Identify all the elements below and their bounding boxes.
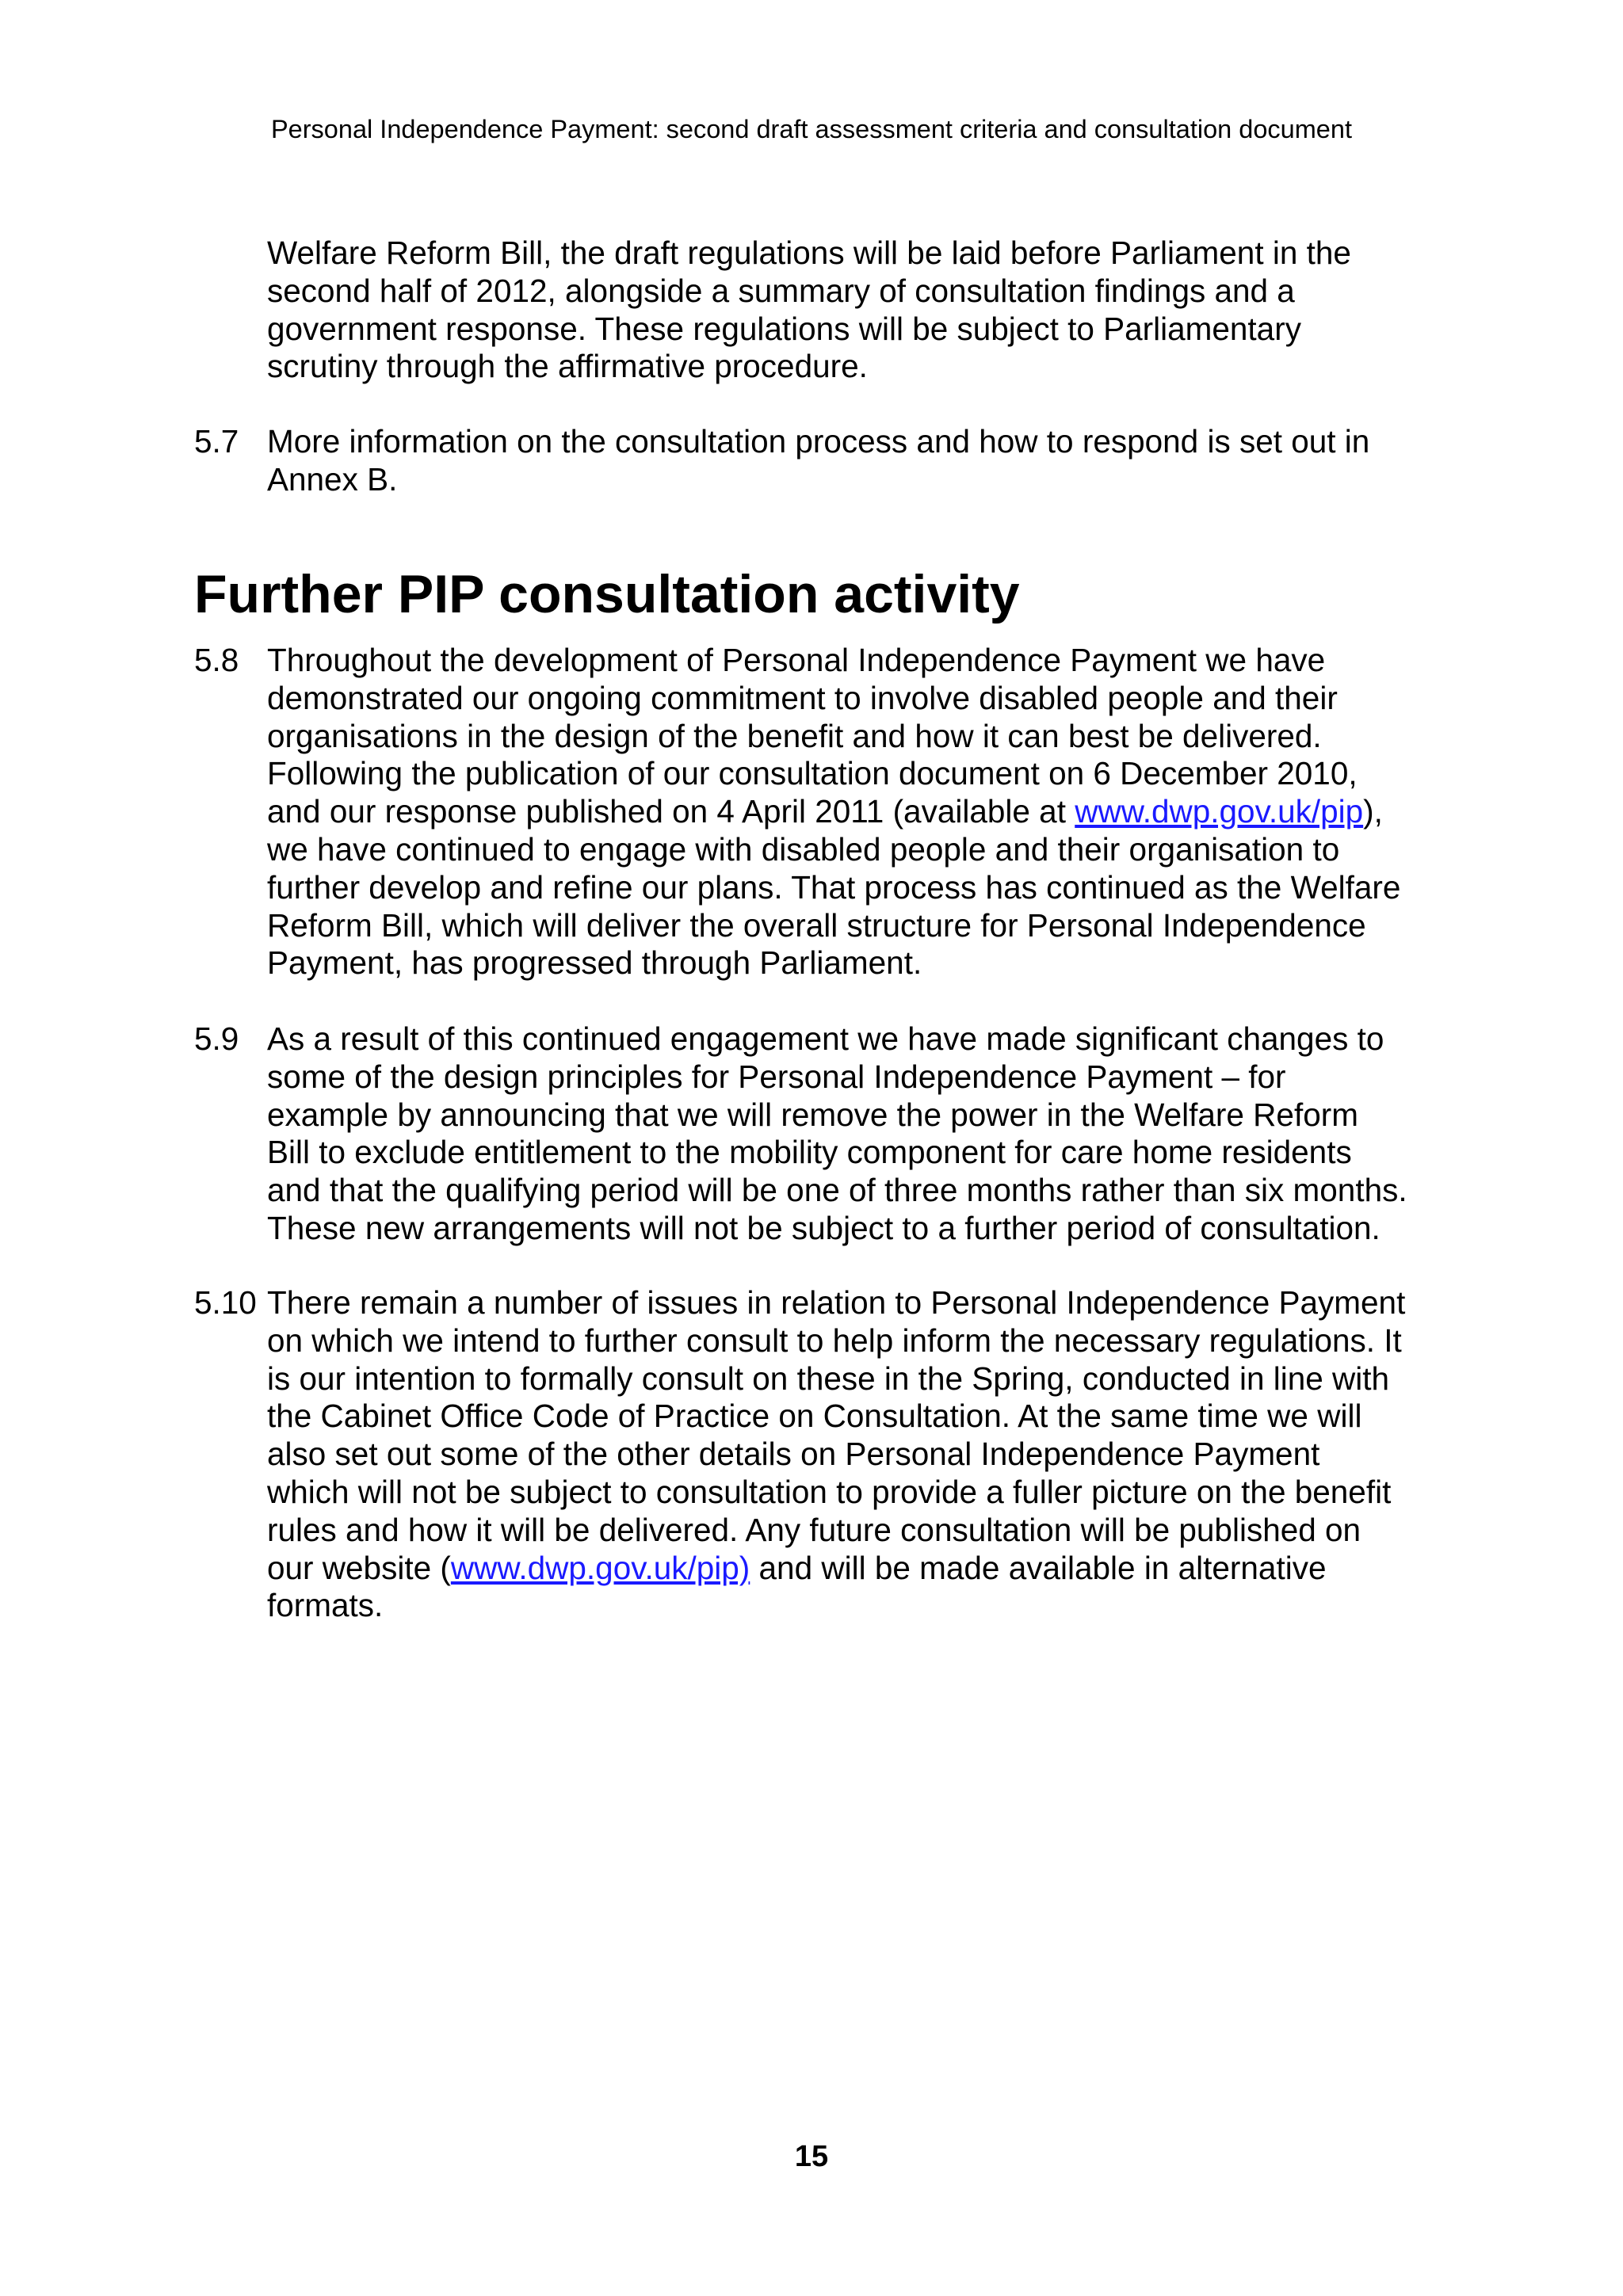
continuation-paragraph xyxy=(194,235,1454,386)
paragraph-number: 5.10 xyxy=(194,1284,257,1321)
paragraph-text xyxy=(267,642,1454,982)
page-header: Personal Independence Payment: second draft assessment criteria and consultation document xyxy=(270,115,1352,143)
section-heading: Further PIP consultation activity xyxy=(194,564,1020,624)
paragraph-text-part: ), we have continued to engage with disabled people and their organisation to further develop and refine our plans. That process has continued as the Welfare Reform Bill, which will deliver the overall structure for Personal Independence Payment, has progressed through Parliament. xyxy=(267,793,1401,982)
paragraph-text xyxy=(267,1284,1454,1625)
paragraph-5-7 xyxy=(194,423,1454,499)
dwp-pip-link[interactable]: www.dwp.gov.uk/pip xyxy=(1075,793,1364,830)
paragraph-text-part: and will be made available in alternative formats. xyxy=(267,1549,1327,1624)
paragraph-number: 5.7 xyxy=(194,423,239,460)
paragraph-5-9 xyxy=(194,1020,1454,1248)
paragraph-number: 5.8 xyxy=(194,642,239,678)
paragraph-text: Welfare Reform Bill, the draft regulations will be laid before Parliament in the second half of 2012, alongside a summary of consultation findings and a government response. These regulations will be subject to Parliamentary scrutiny through the affirmative procedure. xyxy=(267,235,1351,385)
paragraph-number: 5.9 xyxy=(194,1020,239,1057)
paragraph-5-8 xyxy=(194,642,1454,982)
paragraph-text: More information on the consultation process and how to respond is set out in Annex B. xyxy=(267,423,1370,498)
paragraph-text-part: There remain a number of issues in relation to Personal Independence Payment on which we intend to further consult to help inform the necessary regulations. It is our intention to formally consult on these in the Spring, conducted in line with the Cabinet Office Code of Practice on Consultation. At the same time we will also set out some of the other details on Personal Independence Payment which will not be subject to consultation to provide a fuller picture on the benefit rules and how it will be delivered. Any future consultation will be published on our website ( xyxy=(267,1284,1406,1586)
page-number: 15 xyxy=(794,2140,829,2173)
paragraph-text: As a result of this continued engagement we have made significant changes to some of the design principles for Personal Independence Payment – for example by announcing that we will remove the power in the Welfare Reform Bill to exclude entitlement to the mobility component for care home residents and that the qualifying period will be one of three months rather than six months. These new arrangements will not be subject to a further period of consultation. xyxy=(267,1020,1407,1246)
paragraph-text-part: Throughout the development of Personal Independence Payment we have demonstrated our ongoing commitment to involve disabled people and their organisations in the design of the benefit and how it can best be delivered. Following the publication of our consultation document on 6 December 2010, and our response published on 4 April 2011 (available at xyxy=(267,642,1358,830)
dwp-pip-link[interactable]: www.dwp.gov.uk/pip) xyxy=(450,1549,750,1586)
paragraph-5-10 xyxy=(194,1284,1454,1625)
